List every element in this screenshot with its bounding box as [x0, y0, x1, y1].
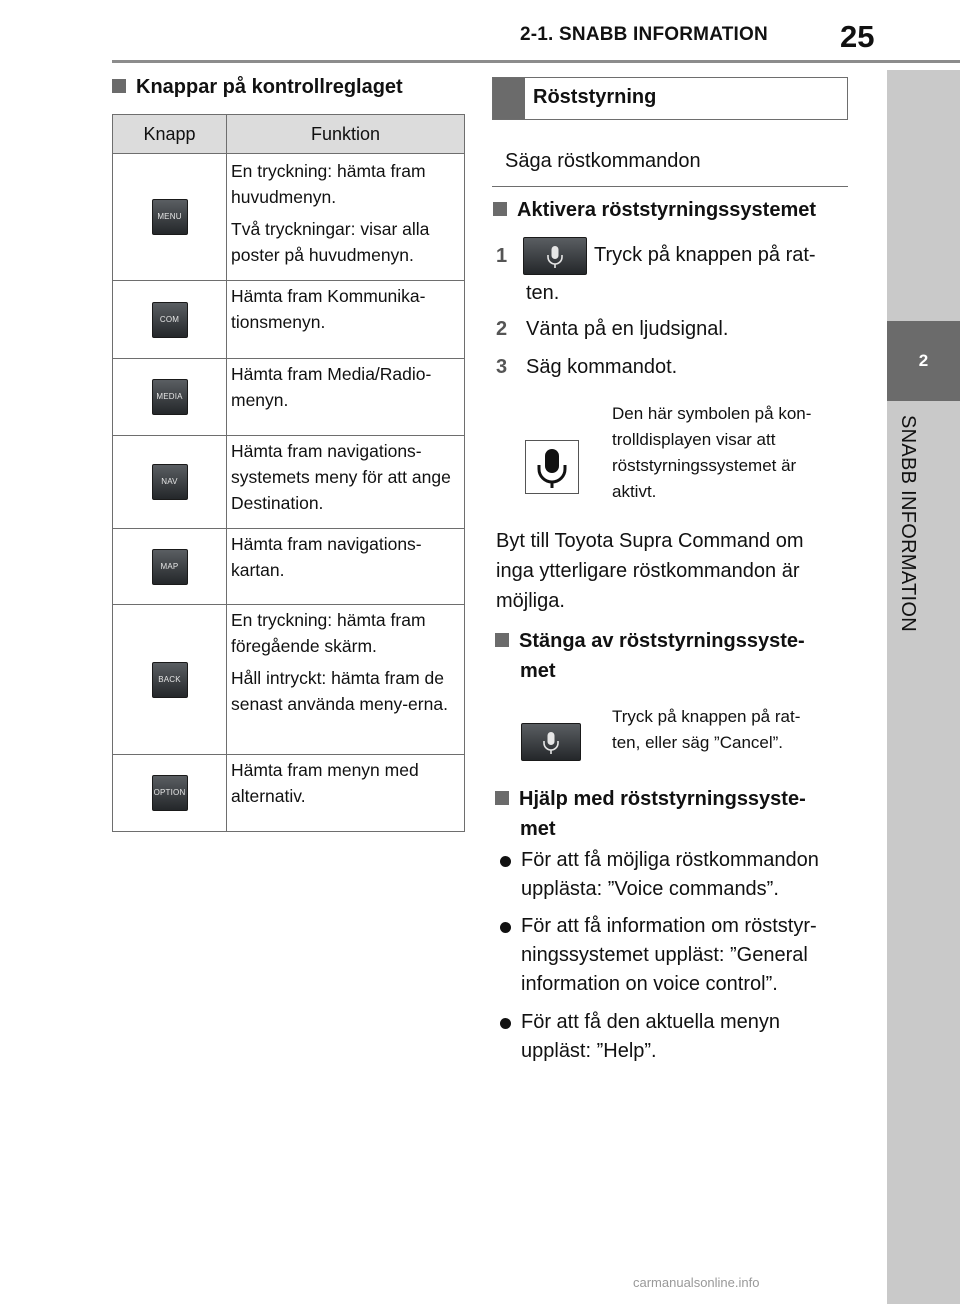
list-item: För att få möjliga röstkommandon upplästa: ”Voice commands”.	[521, 849, 819, 900]
back-button-icon: BACK	[152, 662, 188, 698]
symbol-note: Den här symbolen på kon- trolldisplayen visar att röststyrningssystemet är aktivt.	[612, 404, 812, 501]
controller-buttons-table	[112, 114, 465, 832]
row-text: Två tryckningar: visar alla poster på huvudmenyn.	[231, 219, 430, 265]
row-text: En tryckning: hämta fram föregående skärm.	[231, 610, 426, 656]
table-header-row	[113, 115, 465, 154]
microphone-icon	[526, 441, 578, 493]
voice-control-title: Röststyrning	[533, 86, 657, 108]
steering-voice-button	[523, 237, 587, 275]
row-text: Hämta fram menyn med alternativ.	[231, 760, 419, 806]
footer-watermark: carmanualsonline.info	[633, 1275, 760, 1290]
knappar-heading: Knappar på kontrollreglaget	[112, 76, 403, 99]
square-bullet-icon	[112, 79, 126, 93]
stop-note: Tryck på knappen på rat- ten, eller säg ”Cancel”.	[612, 707, 801, 752]
list-item: För att få information om röststyr- ningssystemet uppläst: ”General information on voice control”.	[521, 915, 817, 995]
help-heading: Hjälp med röststyrningssyste- met	[495, 784, 806, 844]
box-marker	[493, 78, 525, 119]
bullet-icon	[500, 922, 511, 933]
table-row	[113, 359, 465, 436]
section-title: 2-1. SNABB INFORMATION	[520, 24, 768, 45]
chapter-tab[interactable]	[887, 321, 960, 401]
page-number: 25	[840, 19, 875, 54]
step-text: ten.	[526, 282, 560, 304]
row-text: En tryckning: hämta fram huvudmenyn.	[231, 161, 426, 207]
microphone-icon	[524, 238, 586, 274]
table-row	[113, 154, 465, 281]
media-button-icon: MEDIA	[152, 379, 188, 415]
bullet-icon	[500, 1018, 511, 1029]
option-button-icon: OPTION	[152, 775, 188, 811]
step-number: 1	[496, 245, 508, 267]
map-button-icon: MAP	[152, 549, 188, 585]
square-bullet-icon	[495, 633, 509, 647]
table-row	[113, 605, 465, 755]
voice-commands-subtitle: Säga röstkommandon	[505, 150, 701, 172]
step-text: Vänta på en ljudsignal.	[526, 318, 729, 340]
switch-paragraph: Byt till Toyota Supra Command om inga ytterligare röstkommandon är möjliga.	[496, 530, 804, 612]
voice-control-box	[492, 77, 848, 120]
list-item: För att få den aktuella menyn uppläst: ”Help”.	[521, 1011, 781, 1062]
chapter-number: 2	[918, 351, 929, 370]
subtitle-rule	[492, 186, 848, 187]
com-button-icon: COM	[152, 302, 188, 338]
step-text: Tryck på knappen på rat-	[594, 244, 816, 266]
stop-heading: Stänga av röststyrningssyste- met	[495, 626, 805, 686]
row-text: Hämta fram Kommunika-tionsmenyn.	[231, 286, 426, 332]
step-number: 2	[496, 318, 508, 340]
table-row	[113, 529, 465, 605]
menu-button-icon: MENU	[152, 199, 188, 235]
row-text: Håll intryckt: hämta fram de senast använda meny-erna.	[231, 668, 448, 714]
row-text: Hämta fram navigations-systemets meny för att ange Destination.	[231, 441, 451, 513]
column-header-knapp: Knapp	[113, 115, 227, 154]
column-header-funktion: Funktion	[227, 115, 465, 154]
microphone-icon	[522, 724, 580, 760]
square-bullet-icon	[493, 202, 507, 216]
nav-button-icon: NAV	[152, 464, 188, 500]
table-row	[113, 436, 465, 529]
header-rule	[112, 60, 960, 63]
steering-voice-button	[521, 723, 581, 761]
active-voice-symbol	[525, 440, 579, 494]
chapter-label: SNABB INFORMATION	[897, 415, 919, 632]
activate-heading: Aktivera röststyrningssystemet	[493, 199, 816, 222]
row-text: Hämta fram navigations-kartan.	[231, 534, 422, 580]
row-text: Hämta fram Media/Radio-menyn.	[231, 364, 432, 410]
step-number: 3	[496, 356, 508, 378]
square-bullet-icon	[495, 791, 509, 805]
bullet-icon	[500, 856, 511, 867]
side-band	[887, 70, 960, 1304]
table-row	[113, 755, 465, 832]
table-row	[113, 281, 465, 359]
step-text: Säg kommandot.	[526, 356, 678, 378]
